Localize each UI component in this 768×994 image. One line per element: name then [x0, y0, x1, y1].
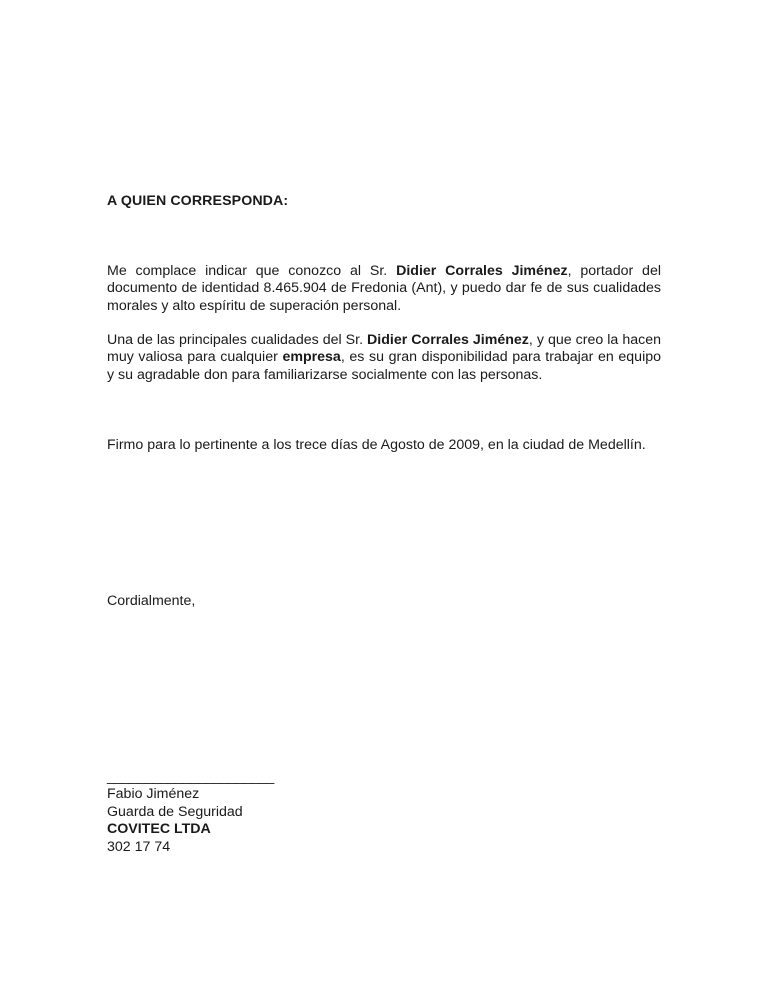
closing: Cordialmente, — [107, 593, 196, 609]
signature-line: ______________________ — [107, 769, 274, 785]
paragraph-text: , y que creo la hacen muy valiosa para cualquier — [107, 332, 661, 366]
paragraph-text: , portador del documento de identidad 8.465.904 de Fredonia (Ant), y puedo dar fe de sus cualidades morales y alto espíritu de superación personal. — [107, 263, 661, 314]
signer-title: Guarda de Seguridad — [107, 803, 243, 820]
person-name: Didier Corrales Jiménez — [396, 263, 568, 279]
signature-block — [107, 769, 274, 856]
company-name — [107, 821, 274, 838]
salutation: A QUIEN CORRESPONDA: — [107, 193, 289, 209]
paragraph-text: Me complace indicar que conozco al Sr. — [107, 263, 397, 279]
signer-name: Fabio Jiménez — [107, 786, 200, 803]
company-name-text: COVITEC LTDA — [107, 821, 211, 838]
paragraph-introduction — [107, 263, 661, 315]
phone-number: 302 17 74 — [107, 838, 171, 855]
paragraph-text: Una de las principales cualidades del Sr. — [107, 332, 368, 348]
paragraph-qualities — [107, 332, 661, 384]
paragraph-signing-statement: Firmo para lo pertinente a los trece días de Agosto de 2009, en la ciudad de Medellín. — [107, 437, 646, 453]
person-name: Didier Corrales Jiménez — [367, 332, 529, 348]
emphasized-word: empresa — [282, 349, 341, 366]
paragraph-text: , es su gran disponibilidad para trabajar en equipo y su agradable don para familiarizarse socialmente con las personas. — [107, 349, 662, 383]
